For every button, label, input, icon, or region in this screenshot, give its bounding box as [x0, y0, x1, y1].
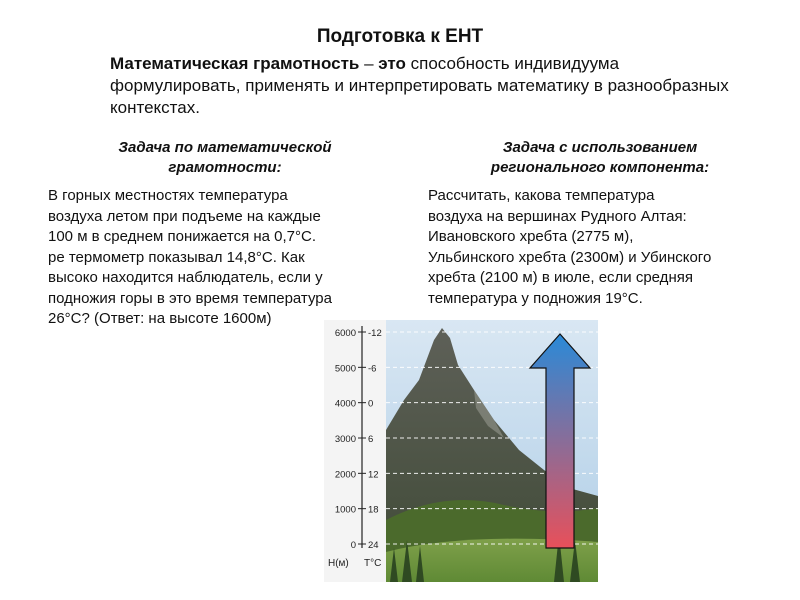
left-task-line: 100 м в среднем понижается на 0,7°С. — [48, 228, 317, 245]
right-task-line: Ивановского хребта (2775 м), — [428, 228, 634, 245]
left-task-line: 26°С? (Ответ: на высоте 1600м) — [48, 310, 272, 327]
left-task-heading — [40, 138, 410, 178]
right-task-line: Рассчитать, какова температура — [428, 187, 655, 204]
left-task-line: В горных местностях температура — [48, 187, 288, 204]
height-tick-label: 2000 — [334, 469, 356, 481]
height-tick-label: 1000 — [334, 504, 356, 516]
definition-is-word: это — [378, 54, 406, 73]
temperature-tick-label: 0 — [368, 398, 374, 410]
height-tick-label: 6000 — [334, 328, 356, 339]
temperature-tick-label: -6 — [368, 363, 377, 375]
left-task-line: высоко находится наблюдатель, если у — [48, 269, 323, 286]
left-task-line: ре термометр показывал 14,8°С. Как — [48, 248, 305, 266]
left-task-heading-line: грамотности: — [168, 159, 282, 176]
definition-term: Математическая грамотность — [110, 54, 360, 73]
right-task-line: воздуха на вершинах Рудного Алтая: — [428, 207, 687, 225]
right-task-line: температура у подножия 19°С. — [428, 289, 643, 307]
temperature-tick-label: 24 — [368, 540, 379, 551]
page-title: Подготовка к ЕНТ — [316, 26, 484, 47]
left-task-body — [48, 186, 398, 330]
right-task-line: Ульбинского хребта (2300м) и Убинского — [428, 248, 712, 266]
right-task-heading-line: Задача с использованием — [502, 139, 698, 156]
left-task-heading-line: Задача по математической — [118, 139, 332, 156]
definition-body: способность индивидуума формулировать, применять и интерпретировать математику в разнообразных контекстах. — [110, 54, 729, 117]
temperature-tick-label: -12 — [368, 328, 382, 339]
right-task-heading-line: регионального компонента: — [490, 159, 710, 176]
height-tick-label: 5000 — [334, 363, 356, 375]
definition-dash: – — [359, 54, 379, 73]
temperature-tick-label: 18 — [368, 504, 379, 516]
right-task-heading — [415, 138, 785, 178]
left-task-line: подножия горы в это время температура — [48, 289, 332, 307]
height-tick-label: 3000 — [334, 434, 356, 445]
height-tick-label: 4000 — [334, 398, 356, 410]
height-axis-label: Н(м) — [328, 558, 349, 569]
definition-text — [110, 53, 730, 119]
temperature-axis-label: Т°С — [364, 558, 382, 569]
temperature-tick-label: 12 — [368, 469, 379, 481]
right-task-body — [428, 186, 778, 309]
height-tick-label: 0 — [350, 540, 356, 551]
left-task-line: воздуха летом при подъеме на каждые — [48, 207, 321, 225]
temperature-tick-label: 6 — [368, 434, 374, 445]
right-task-line: хребта (2100 м) в июле, если средняя — [428, 269, 693, 286]
altitude-temperature-figure — [324, 320, 598, 582]
